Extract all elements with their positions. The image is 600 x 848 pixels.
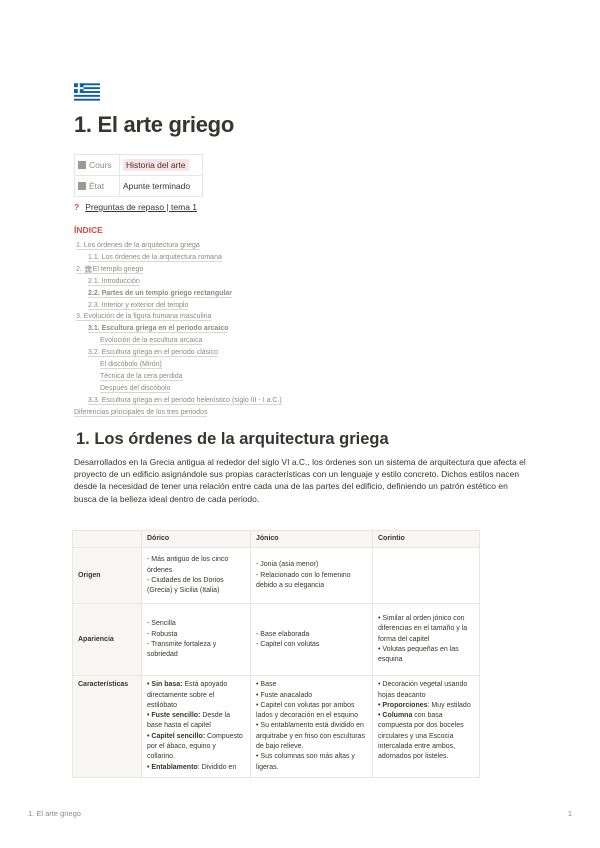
page-title: 1. El arte griego xyxy=(74,112,234,137)
toc-item[interactable]: El discóbolo (Mirón) xyxy=(100,361,162,369)
toc-item[interactable]: Evolución de la escultura arcaica xyxy=(100,337,203,345)
table-cell: • Sin basa: Está apoyado directamente sobre el estilóbato • Fuste sencillo: Desde la base hasta el capitel • Capitel sencillo: Compuesto por el ábaco, equino y collarino. • Entablamento: Dividido en xyxy=(142,676,251,778)
toc-item[interactable]: 2.1. Introducción xyxy=(88,277,140,285)
toc-item[interactable]: Después del discóbolo xyxy=(100,384,171,392)
section-paragraph: Desarrollados en la Grecia antigua al rededor del siglo VI a.C., los órdenes son un sistema de arquitectura que afecta el proyecto de un edificio asignándole sus propias características con un lenguaje y estilo concreto. Dichos estilos nacen desde la necesidad de tener una relación entre cada una de las partes del edificio, definiendo un patrón estético en busca de la belleza ideal dentro de cada periodo. xyxy=(74,457,526,504)
greek-flag-icon xyxy=(74,82,100,102)
table-row xyxy=(73,548,480,604)
properties-table xyxy=(74,154,203,197)
footer-title: 1. El arte griego xyxy=(28,809,81,818)
table-cell: - Sencilla - Robusta - Transmite fortaleza y sobriedad xyxy=(142,604,251,676)
table-cell: • Similar al orden jónico con diferencias en el tamaño y la forma del capitel • Volutas pequeñas en las esquina xyxy=(373,604,480,676)
toc-item[interactable]: Diferencias principales de los tres periodos xyxy=(74,408,208,416)
toc-item[interactable]: 2.3. Interior y exterior del templo xyxy=(88,301,189,309)
table-of-contents xyxy=(74,240,282,419)
property-value[interactable]: Apunte terminado xyxy=(123,181,191,191)
table-cell: • Base • Fuste anacalado • Capitel con volutas por ambos lados y decoración en el esquino • Su entablamento está dividido en arquitrabe y en friso con esculturas de bajo relieve. • Sus columnas son más altas y ligeras. xyxy=(251,676,373,778)
property-key: État xyxy=(89,181,105,191)
toc-item[interactable]: 1.1. Los órdenes de la arquitectura romana xyxy=(88,253,222,261)
table-cell: - Base elaborada - Capitel con volutas xyxy=(251,604,373,676)
review-questions-link[interactable]: Preguntas de repaso | tema 1 xyxy=(85,202,198,212)
property-row-cours xyxy=(75,155,203,176)
toc-item[interactable]: 2. 🏛El templo griego xyxy=(76,265,144,273)
table-header-row xyxy=(73,531,480,548)
table-header-cell: Corintio xyxy=(373,531,480,548)
toc-item[interactable]: 3.1. Escultura griega en el periodo arcaico xyxy=(88,325,229,333)
toc-item[interactable]: 3. Evolución de la figura humana masculina xyxy=(76,313,212,321)
toc-item[interactable]: Técnica de la cera perdida xyxy=(100,372,183,380)
orders-table xyxy=(72,530,480,778)
question-mark-icon: ? xyxy=(74,202,80,212)
list-icon xyxy=(78,161,86,169)
table-row xyxy=(73,676,480,778)
property-key: Cours xyxy=(89,160,112,170)
toc-item[interactable]: 3.2. Escultura griega en el periodo clásico xyxy=(88,349,218,357)
table-header-cell: Dórico xyxy=(142,531,251,548)
table-row xyxy=(73,604,480,676)
row-header: Características xyxy=(73,676,142,778)
table-cell: - Más antiguo de los cinco órdenes - Ciudades de los Dorios (Grecia) y Sicilia (Italia) xyxy=(142,548,251,604)
toc-item[interactable]: 1. Los órdenes de la arquitectura griega xyxy=(76,242,200,249)
page-number: 1 xyxy=(567,809,572,818)
toc-item[interactable]: 3.3. Escultura griega en el periodo helenístico (siglo III - I a.C.) xyxy=(88,396,282,404)
table-header-cell: Jónico xyxy=(251,531,373,548)
toc-item[interactable]: 2.2. Partes de un templo griego rectangular xyxy=(88,289,232,297)
table-cell xyxy=(373,548,480,604)
review-questions-link-row xyxy=(74,202,197,212)
table-cell: • Decoración vegetal usando hojas deacanto • Proporciones: Muy estilado • Columna con basa compuesta por dos boceles circulares y una Escocia intercalada entre ambos, adornados por listeles. xyxy=(373,676,480,778)
table-header-cell xyxy=(73,531,142,548)
row-header: Apariencia xyxy=(73,604,142,676)
property-row-etat xyxy=(75,176,203,197)
property-value-tag[interactable]: Historia del arte xyxy=(123,159,189,171)
table-cell: - Jonia (asia menor) - Relacionado con lo femenino debido a su elegancia xyxy=(251,548,373,604)
row-header: Origen xyxy=(73,548,142,604)
section-heading: 1. Los órdenes de la arquitectura griega xyxy=(76,430,389,448)
page-footer xyxy=(28,809,572,818)
toc-heading: ÍNDICE xyxy=(74,225,103,235)
list-icon xyxy=(78,182,86,190)
